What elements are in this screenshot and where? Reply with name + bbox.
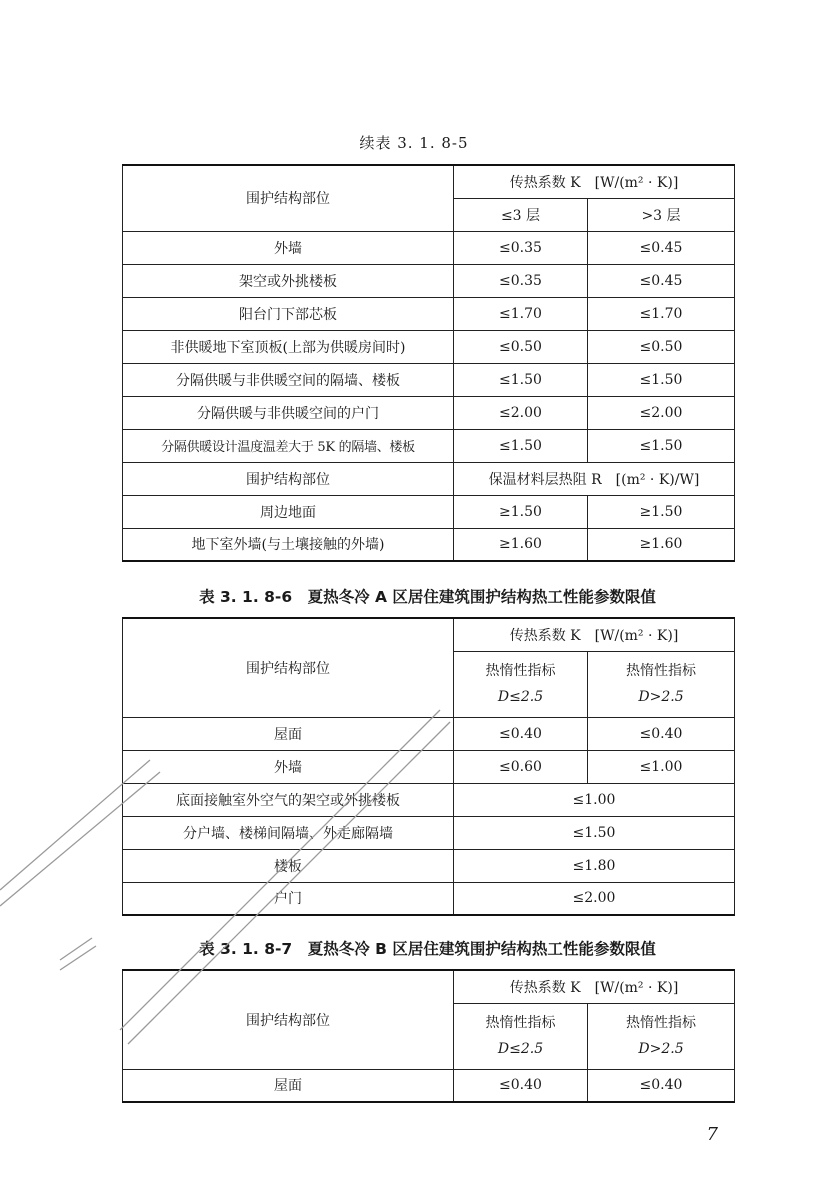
header-col-a <box>454 1003 588 1069</box>
header-col-a: ≤3 层 <box>454 198 588 231</box>
row-part: 屋面 <box>123 1069 454 1102</box>
row-part: 分隔供暖设计温度温差大于 5K 的隔墙、楼板 <box>123 429 454 462</box>
row-value-a: ≤1.50 <box>454 363 588 396</box>
row-value-b: ≤0.50 <box>588 330 735 363</box>
header-col-b <box>588 1003 735 1069</box>
row-part: 分户墙、楼梯间隔墙、外走廊隔墙 <box>123 816 454 849</box>
table-row <box>123 429 735 462</box>
table-row <box>123 816 735 849</box>
header-col-b <box>588 651 735 717</box>
row-value-a: ≤0.40 <box>454 717 588 750</box>
row-part: 周边地面 <box>123 495 454 528</box>
header-col-b: >3 层 <box>588 198 735 231</box>
row-value-a: ≤1.70 <box>454 297 588 330</box>
row-value-b: ≤0.45 <box>588 231 735 264</box>
row-value-a: ≤0.35 <box>454 264 588 297</box>
table1-caption: 续表 3. 1. 8-5 <box>359 134 469 152</box>
row-value-a: ≤0.40 <box>454 1069 588 1102</box>
header-col-a-line1: 热惰性指标 <box>485 1015 556 1031</box>
table-row <box>123 231 735 264</box>
r-header-label: 保温材料层热阻 R [(m² · K)/W] <box>454 462 735 495</box>
table-row <box>123 396 735 429</box>
row-value: ≤1.00 <box>454 783 735 816</box>
row-value-b: ≥1.50 <box>588 495 735 528</box>
row-value-a: ≥1.50 <box>454 495 588 528</box>
row-value-b: ≤1.00 <box>588 750 735 783</box>
table-row <box>123 783 735 816</box>
row-value-b: ≤0.45 <box>588 264 735 297</box>
row-part: 阳台门下部芯板 <box>123 297 454 330</box>
header-col-b-line1: 热惰性指标 <box>626 663 696 679</box>
row-value-a: ≥1.60 <box>454 528 588 561</box>
table-row <box>123 363 735 396</box>
header-col-a-line1: 热惰性指标 <box>485 663 556 679</box>
row-part: 分隔供暖与非供暖空间的隔墙、楼板 <box>123 363 454 396</box>
row-part: 地下室外墙(与土壤接触的外墙) <box>123 528 454 561</box>
header-col-a <box>454 651 588 717</box>
table-row <box>123 717 735 750</box>
page-number: 7 <box>706 1124 718 1145</box>
row-value-b: ≤2.00 <box>588 396 735 429</box>
header-col-b-line2: D>2.5 <box>638 689 684 705</box>
row-value-a: ≤0.35 <box>454 231 588 264</box>
header-part: 围护结构部位 <box>123 618 454 717</box>
table-row <box>123 264 735 297</box>
row-value-a: ≤0.50 <box>454 330 588 363</box>
r-header-part: 围护结构部位 <box>123 462 454 495</box>
header-k-label: 传热系数 K [W/(m² · K)] <box>454 618 735 651</box>
header-part: 围护结构部位 <box>123 165 454 231</box>
row-value-a: ≤2.00 <box>454 396 588 429</box>
row-value-a: ≤0.60 <box>454 750 588 783</box>
row-value-b: ≤1.50 <box>588 363 735 396</box>
row-part: 户门 <box>123 882 454 915</box>
header-col-a-line2: D≤2.5 <box>497 689 544 705</box>
table-row <box>123 1069 735 1102</box>
table-row <box>123 750 735 783</box>
row-part: 分隔供暖与非供暖空间的户门 <box>123 396 454 429</box>
header-col-b-line2: D>2.5 <box>638 1041 684 1057</box>
row-value-a: ≤1.50 <box>454 429 588 462</box>
table-3-1-8-6 <box>122 617 735 916</box>
table-row <box>123 849 735 882</box>
row-value-b: ≤0.40 <box>588 717 735 750</box>
table-3-1-8-7 <box>122 969 735 1103</box>
table-row <box>123 528 735 561</box>
header-k-label: 传热系数 K [W/(m² · K)] <box>454 970 735 1003</box>
header-k-label: 传热系数 K [W/(m² · K)] <box>454 165 735 198</box>
row-part: 架空或外挑楼板 <box>123 264 454 297</box>
table-row <box>123 330 735 363</box>
row-value-b: ≥1.60 <box>588 528 735 561</box>
row-value-b: ≤1.70 <box>588 297 735 330</box>
table-3-1-8-5-continued <box>122 164 735 562</box>
row-part: 屋面 <box>123 717 454 750</box>
header-part: 围护结构部位 <box>123 970 454 1069</box>
row-part: 外墙 <box>123 750 454 783</box>
row-value-b: ≤0.40 <box>588 1069 735 1102</box>
row-value: ≤1.50 <box>454 816 735 849</box>
table-row <box>123 297 735 330</box>
table-row <box>123 495 735 528</box>
table2-caption: 表 3. 1. 8-6 夏热冬冷 A 区居住建筑围护结构热工性能参数限值 <box>199 588 656 606</box>
row-value: ≤2.00 <box>454 882 735 915</box>
row-value-b: ≤1.50 <box>588 429 735 462</box>
row-part: 楼板 <box>123 849 454 882</box>
table-row <box>123 882 735 915</box>
header-col-a-line2: D≤2.5 <box>497 1041 544 1057</box>
row-part: 外墙 <box>123 231 454 264</box>
row-value: ≤1.80 <box>454 849 735 882</box>
row-part: 底面接触室外空气的架空或外挑楼板 <box>123 783 454 816</box>
row-part: 非供暖地下室顶板(上部为供暖房间时) <box>123 330 454 363</box>
table3-caption: 表 3. 1. 8-7 夏热冬冷 B 区居住建筑围护结构热工性能参数限值 <box>199 940 656 958</box>
header-col-b-line1: 热惰性指标 <box>626 1015 696 1031</box>
